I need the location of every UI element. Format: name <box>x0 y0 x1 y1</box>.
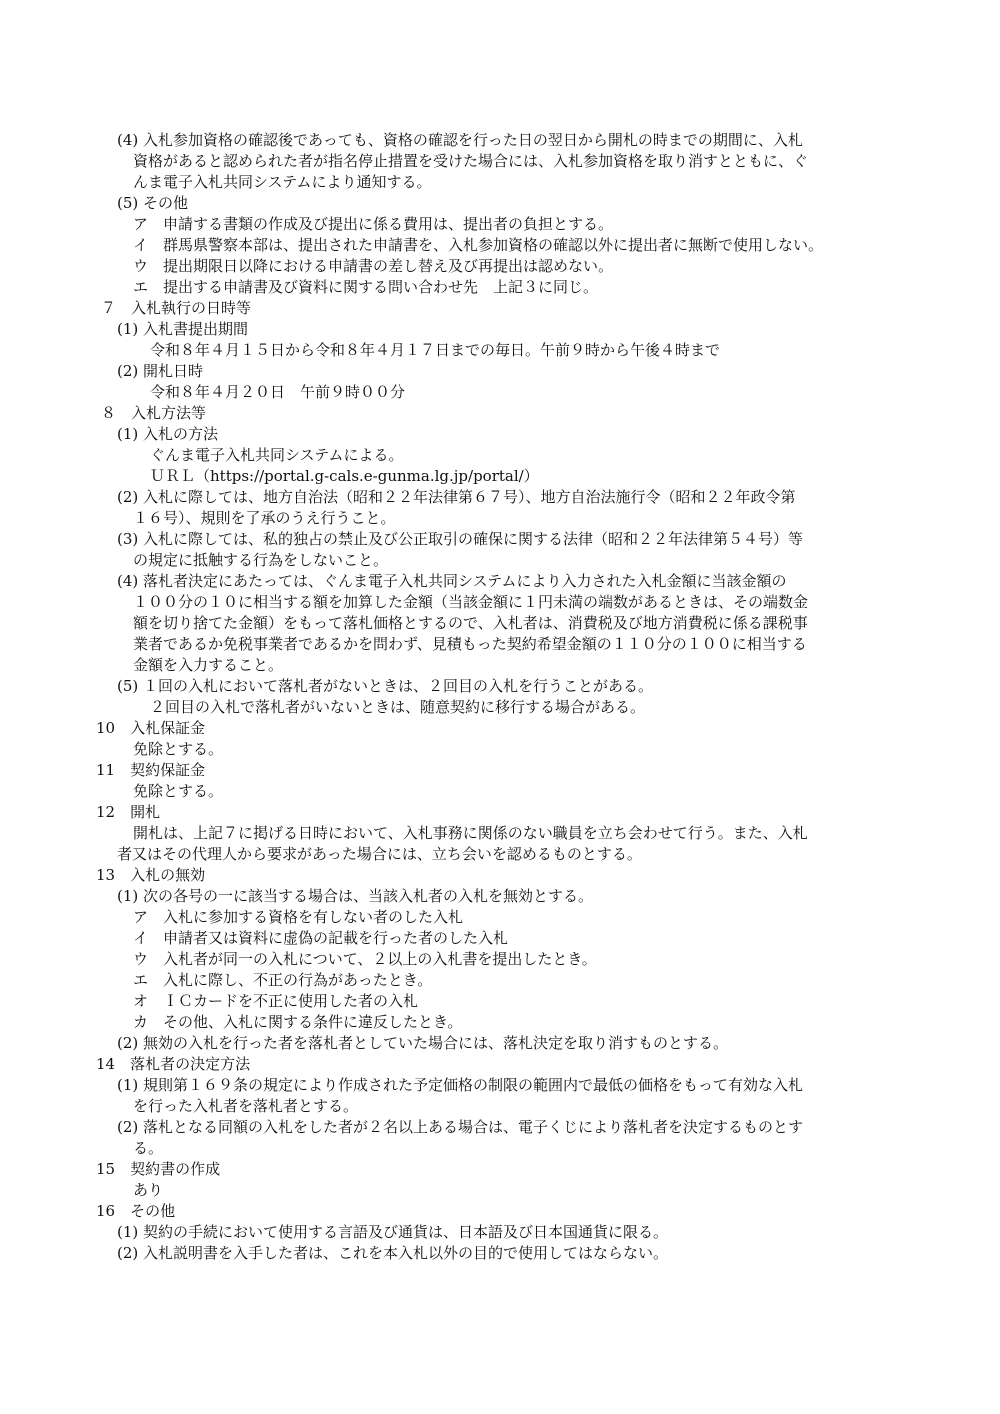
text-line: を行った入札者を落札者とする。 <box>133 1097 359 1115</box>
text-line: る。 <box>133 1139 164 1157</box>
text-line: (1) 入札書提出期間 <box>117 320 249 338</box>
text-line: (2) 落札となる同額の入札をした者が２名以上ある場合は、電子くじにより落札者を決定するものとす <box>117 1118 804 1136</box>
text-line: 金額を入力すること。 <box>133 656 284 674</box>
text-line: 令和８年４月２０日 午前９時００分 <box>150 383 406 401</box>
text-line: オ ＩＣカードを不正に使用した者の入札 <box>133 992 419 1010</box>
text-line: 14 落札者の決定方法 <box>96 1055 251 1073</box>
text-line: イ 群馬県警察本部は、提出された申請書を、入札参加資格の確認以外に提出者に無断で使用しない。 <box>133 236 824 254</box>
text-line: ア 入札に参加する資格を有しない者のした入札 <box>133 908 464 926</box>
text-line: (1) 次の各号の一に該当する場合は、当該入札者の入札を無効とする。 <box>117 887 594 905</box>
text-line: (4) 落札者決定にあたっては、ぐんま電子入札共同システムにより入力された入札金額に当該金額の <box>117 572 787 590</box>
text-line: (3) 入札に際しては、私的独占の禁止及び公正取引の確保に関する法律（昭和２２年法律第５４号）等 <box>117 530 804 548</box>
text-line: (2) 入札に際しては、地方自治法（昭和２２年法律第６７号）、地方自治法施行令（昭和２２年政令第 <box>117 488 796 506</box>
text-line: (1) 入札の方法 <box>117 425 219 443</box>
text-line: 開札は、上記７に掲げる日時において、入札事務に関係のない職員を立ち会わせて行う。また、入札 <box>133 824 808 842</box>
text-line: 15 契約書の作成 <box>96 1160 221 1178</box>
text-line: エ 提出する申請書及び資料に関する問い合わせ先 上記３に同じ。 <box>133 278 599 296</box>
text-line: イ 申請者又は資料に虚偽の記載を行った者のした入札 <box>133 929 509 947</box>
text-line: (2) 開札日時 <box>117 362 204 380</box>
text-line: ぐんま電子入札共同システムによる。 <box>150 446 404 464</box>
text-line: 令和８年４月１５日から令和８年４月１７日までの毎日。午前９時から午後４時まで <box>150 341 721 359</box>
text-line: (2) 入札説明書を入手した者は、これを本入札以外の目的で使用してはならない。 <box>117 1244 669 1262</box>
text-line: ７ 入札執行の日時等 <box>101 299 252 317</box>
text-line: カ その他、入札に関する条件に違反したとき。 <box>133 1013 463 1031</box>
text-line: (5) その他 <box>117 194 189 212</box>
text-line: １６号）、規則を了承のうえ行うこと。 <box>133 509 396 527</box>
text-line: ＵＲＬ（https://portal.g-cals.e-gunma.lg.jp/portal/） <box>150 467 539 485</box>
text-line: (2) 無効の入札を行った者を落札者としていた場合には、落札決定を取り消すものとする。 <box>117 1034 729 1052</box>
text-line: 額を切り捨てた金額）をもって落札価格とするので、入札者は、消費税及び地方消費税に係る課税事 <box>133 614 808 632</box>
text-line: ウ 提出期限日以降における申請書の差し替え及び再提出は認めない。 <box>133 257 614 275</box>
text-line: 免除とする。 <box>133 782 224 800</box>
text-line: ウ 入札者が同一の入札について、２以上の入札書を提出したとき。 <box>133 950 597 968</box>
text-line: 免除とする。 <box>133 740 224 758</box>
text-line: (1) 規則第１６９条の規定により作成された予定価格の制限の範囲内で最低の価格をもって有効な入札 <box>117 1076 804 1094</box>
text-line: 10 入札保証金 <box>96 719 206 737</box>
document-body <box>0 130 1000 1264</box>
text-line: 16 その他 <box>96 1202 176 1220</box>
text-line: 12 開札 <box>96 803 161 821</box>
text-line: ア 申請する書類の作成及び提出に係る費用は、提出者の負担とする。 <box>133 215 614 233</box>
text-line: あり <box>133 1181 164 1199</box>
text-line: ８ 入札方法等 <box>101 404 207 422</box>
text-line: 資格があると認められた者が指名停止措置を受けた場合には、入札参加資格を取り消すとともに、ぐ <box>133 152 809 170</box>
text-line: (1) 契約の手続において使用する言語及び通貨は、日本語及び日本国通貨に限る。 <box>117 1223 669 1241</box>
text-line: 業者であるか免税事業者であるかを問わず、見積もった契約希望金額の１１０分の１００に相当する <box>133 635 807 653</box>
text-line: んま電子入札共同システムにより通知する。 <box>133 173 432 191</box>
text-line: の規定に抵触する行為をしないこと。 <box>133 551 389 569</box>
text-line: 13 入札の無効 <box>96 866 206 884</box>
text-line: ２回目の入札で落札者がいないときは、随意契約に移行する場合がある。 <box>150 698 646 716</box>
text-line: (4) 入札参加資格の確認後であっても、資格の確認を行った日の翌日から開札の時までの期間に、入札 <box>117 131 803 149</box>
text-line: 11 契約保証金 <box>96 761 206 779</box>
text-line: エ 入札に際し、不正の行為があったとき。 <box>133 971 433 989</box>
text-line: (5) １回の入札において落札者がないときは、２回目の入札を行うことがある。 <box>117 677 654 695</box>
text-line: １００分の１０に相当する額を加算した金額（当該金額に１円未満の端数があるときは、その端数金 <box>133 593 809 611</box>
text-line: 者又はその代理人から要求があった場合には、立ち会いを認めるものとする。 <box>117 845 642 863</box>
